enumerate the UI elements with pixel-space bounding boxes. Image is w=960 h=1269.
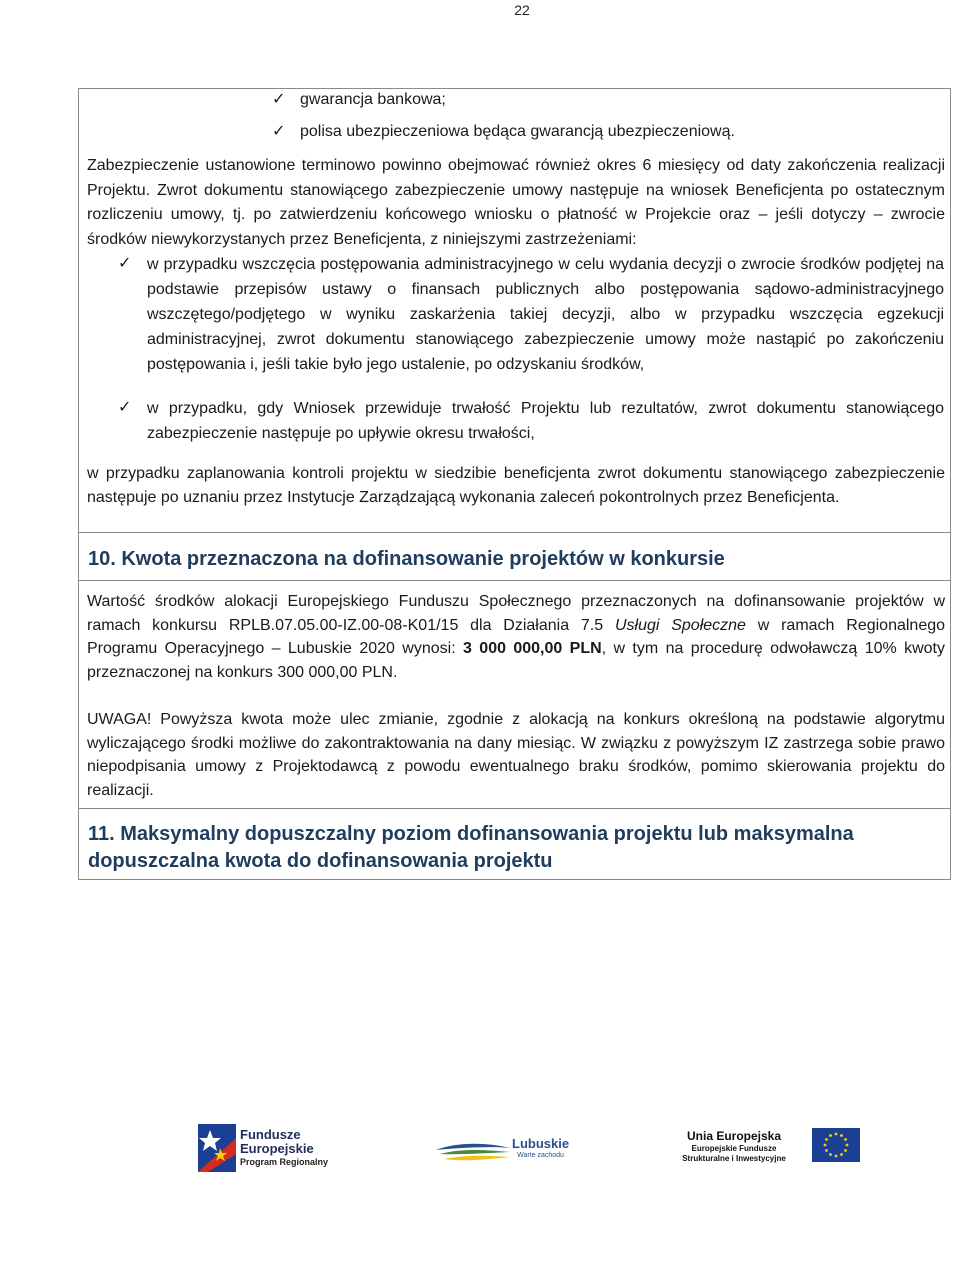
section-10-allocation-paragraph (87, 590, 945, 684)
top-bullet-item (272, 120, 735, 144)
measure-name: Usługi Społeczne (614, 616, 746, 634)
check-icon: ✓ (118, 399, 132, 416)
check-icon: ✓ (272, 91, 286, 108)
allocation-text: , w tym na procedurę odwoławczą 10% kwoty przeznaczonej na konkurs 300 000,00 PLN. (87, 640, 945, 681)
top-bullet-text: gwarancja bankowa; (300, 91, 446, 108)
eu-logo-line: Europejskie Fundusze (691, 1144, 777, 1153)
allocation-text: w ramach Regionalnego Programu Operacyjnego – Lubuskie 2020 wynosi: (87, 616, 946, 657)
check-icon: ✓ (272, 123, 286, 140)
section-10-heading: 10. Kwota przeznaczona na dofinansowanie projektów w konkursie (88, 548, 725, 570)
eu-logo-line: Unia Europejska (686, 1129, 782, 1143)
lubuskie-logo-text (512, 1137, 569, 1160)
fe-logo-text (240, 1128, 328, 1168)
section-11-heading-line: dopuszczalna kwota do dofinansowania projektu (88, 850, 553, 872)
top-bullet-item (272, 88, 446, 112)
fe-logo-line: Program Regionalny (240, 1157, 329, 1167)
section-divider (78, 532, 951, 533)
fe-logo-line: Europejskie (240, 1141, 314, 1156)
eu-flag-icon (812, 1128, 860, 1167)
bullet-durability: w przypadku, gdy Wniosek przewiduje trwałość Projektu lub rezultatów, zwrot dokumentu stanowiącego zabezpieczenie następuje po upływie okresu trwałości, (147, 400, 944, 442)
eu-logo-line: Strukturalne i Inwestycyjne (682, 1154, 786, 1163)
section-divider (78, 580, 951, 581)
allocation-text: Wartość środków alokacji Europejskiego Funduszu Społecznego przeznaczonych na dofinansowanie projektów w ramach konkursu RPLB.07.05.00-IZ.00-08-K01/15 dla Działania 7.5 (87, 593, 945, 634)
section-10-warning-paragraph: UWAGA! Powyższa kwota może ulec zmianie, zgodnie z alokacją na konkurs określoną na podstawie algorytmu wyliczającego środki możliwe do zakontraktowania na dany miesiąc. W związku z powyższym IZ zastrzega sobie prawo niepodpisania umowy z Projektodawcą z powodu ewentualnego braku środków, pomimo skierowania projektu do realizacji. (87, 711, 945, 799)
fe-logo-line: Fundusze (240, 1127, 301, 1142)
allocation-amount: 3 000 000,00 PLN (463, 640, 602, 657)
lubuskie-logo-icon (434, 1138, 512, 1173)
page-number: 22 (514, 2, 530, 18)
paragraph-guarantee-return: Zabezpieczenie ustanowione terminowo powinno obejmować również okres 6 miesięcy od daty zakończenia realizacji Projektu. Zwrot dokumentu stanowiącego zabezpieczenie umowy następuje na wniosek Beneficjenta po ostatecznym rozliczeniu umowy, tj. po zatwierdzeniu końcowego wniosku o płatność w Projekcie oraz – jeśli dotyczy – zwrocie środków niewykorzystanych przez Beneficjenta, z niniejszymi zastrzeżeniami: (87, 157, 945, 248)
eu-logo-text (664, 1128, 804, 1164)
paragraph-control: w przypadku zaplanowania kontroli projektu w siedzibie beneficjenta zwrot dokumentu stanowiącego zabezpieczenie następuje po uznaniu przez Instytucje Zarządzającą wykonania zaleceń pokontrolnych przez Beneficjenta. (87, 465, 945, 506)
lubuskie-logo-line: Lubuskie (512, 1136, 570, 1151)
section-divider (78, 808, 951, 809)
check-icon: ✓ (118, 255, 132, 272)
lubuskie-logo-line: Warte zachodu (517, 1152, 564, 1159)
section-11-heading (88, 821, 854, 875)
top-bullet-text: polisa ubezpieczeniowa będąca gwarancją ubezpieczeniową. (300, 123, 735, 140)
bullet-administrative-proceedings: w przypadku wszczęcia postępowania administracyjnego w celu wydania decyzji o zwrocie środków podjętej na podstawie przepisów ustawy o finansach publicznych albo postępowania sądowo-administracyjnego wszczętego/podjętego w wyniku zaskarżenia takiej decyzji, albo w przypadku wszczęcia egzekucji administracyjnej, zwrot dokumentu stanowiącego zabezpieczenie umowy może nastąpić po zakończeniu postępowania i, jeśli takie było jego ustalenie, po odzyskaniu środków, (147, 256, 944, 373)
section-11-heading-line: 11. Maksymalny dopuszczalny poziom dofinansowania projektu lub maksymalna (88, 823, 854, 845)
fe-logo-icon (198, 1124, 236, 1177)
